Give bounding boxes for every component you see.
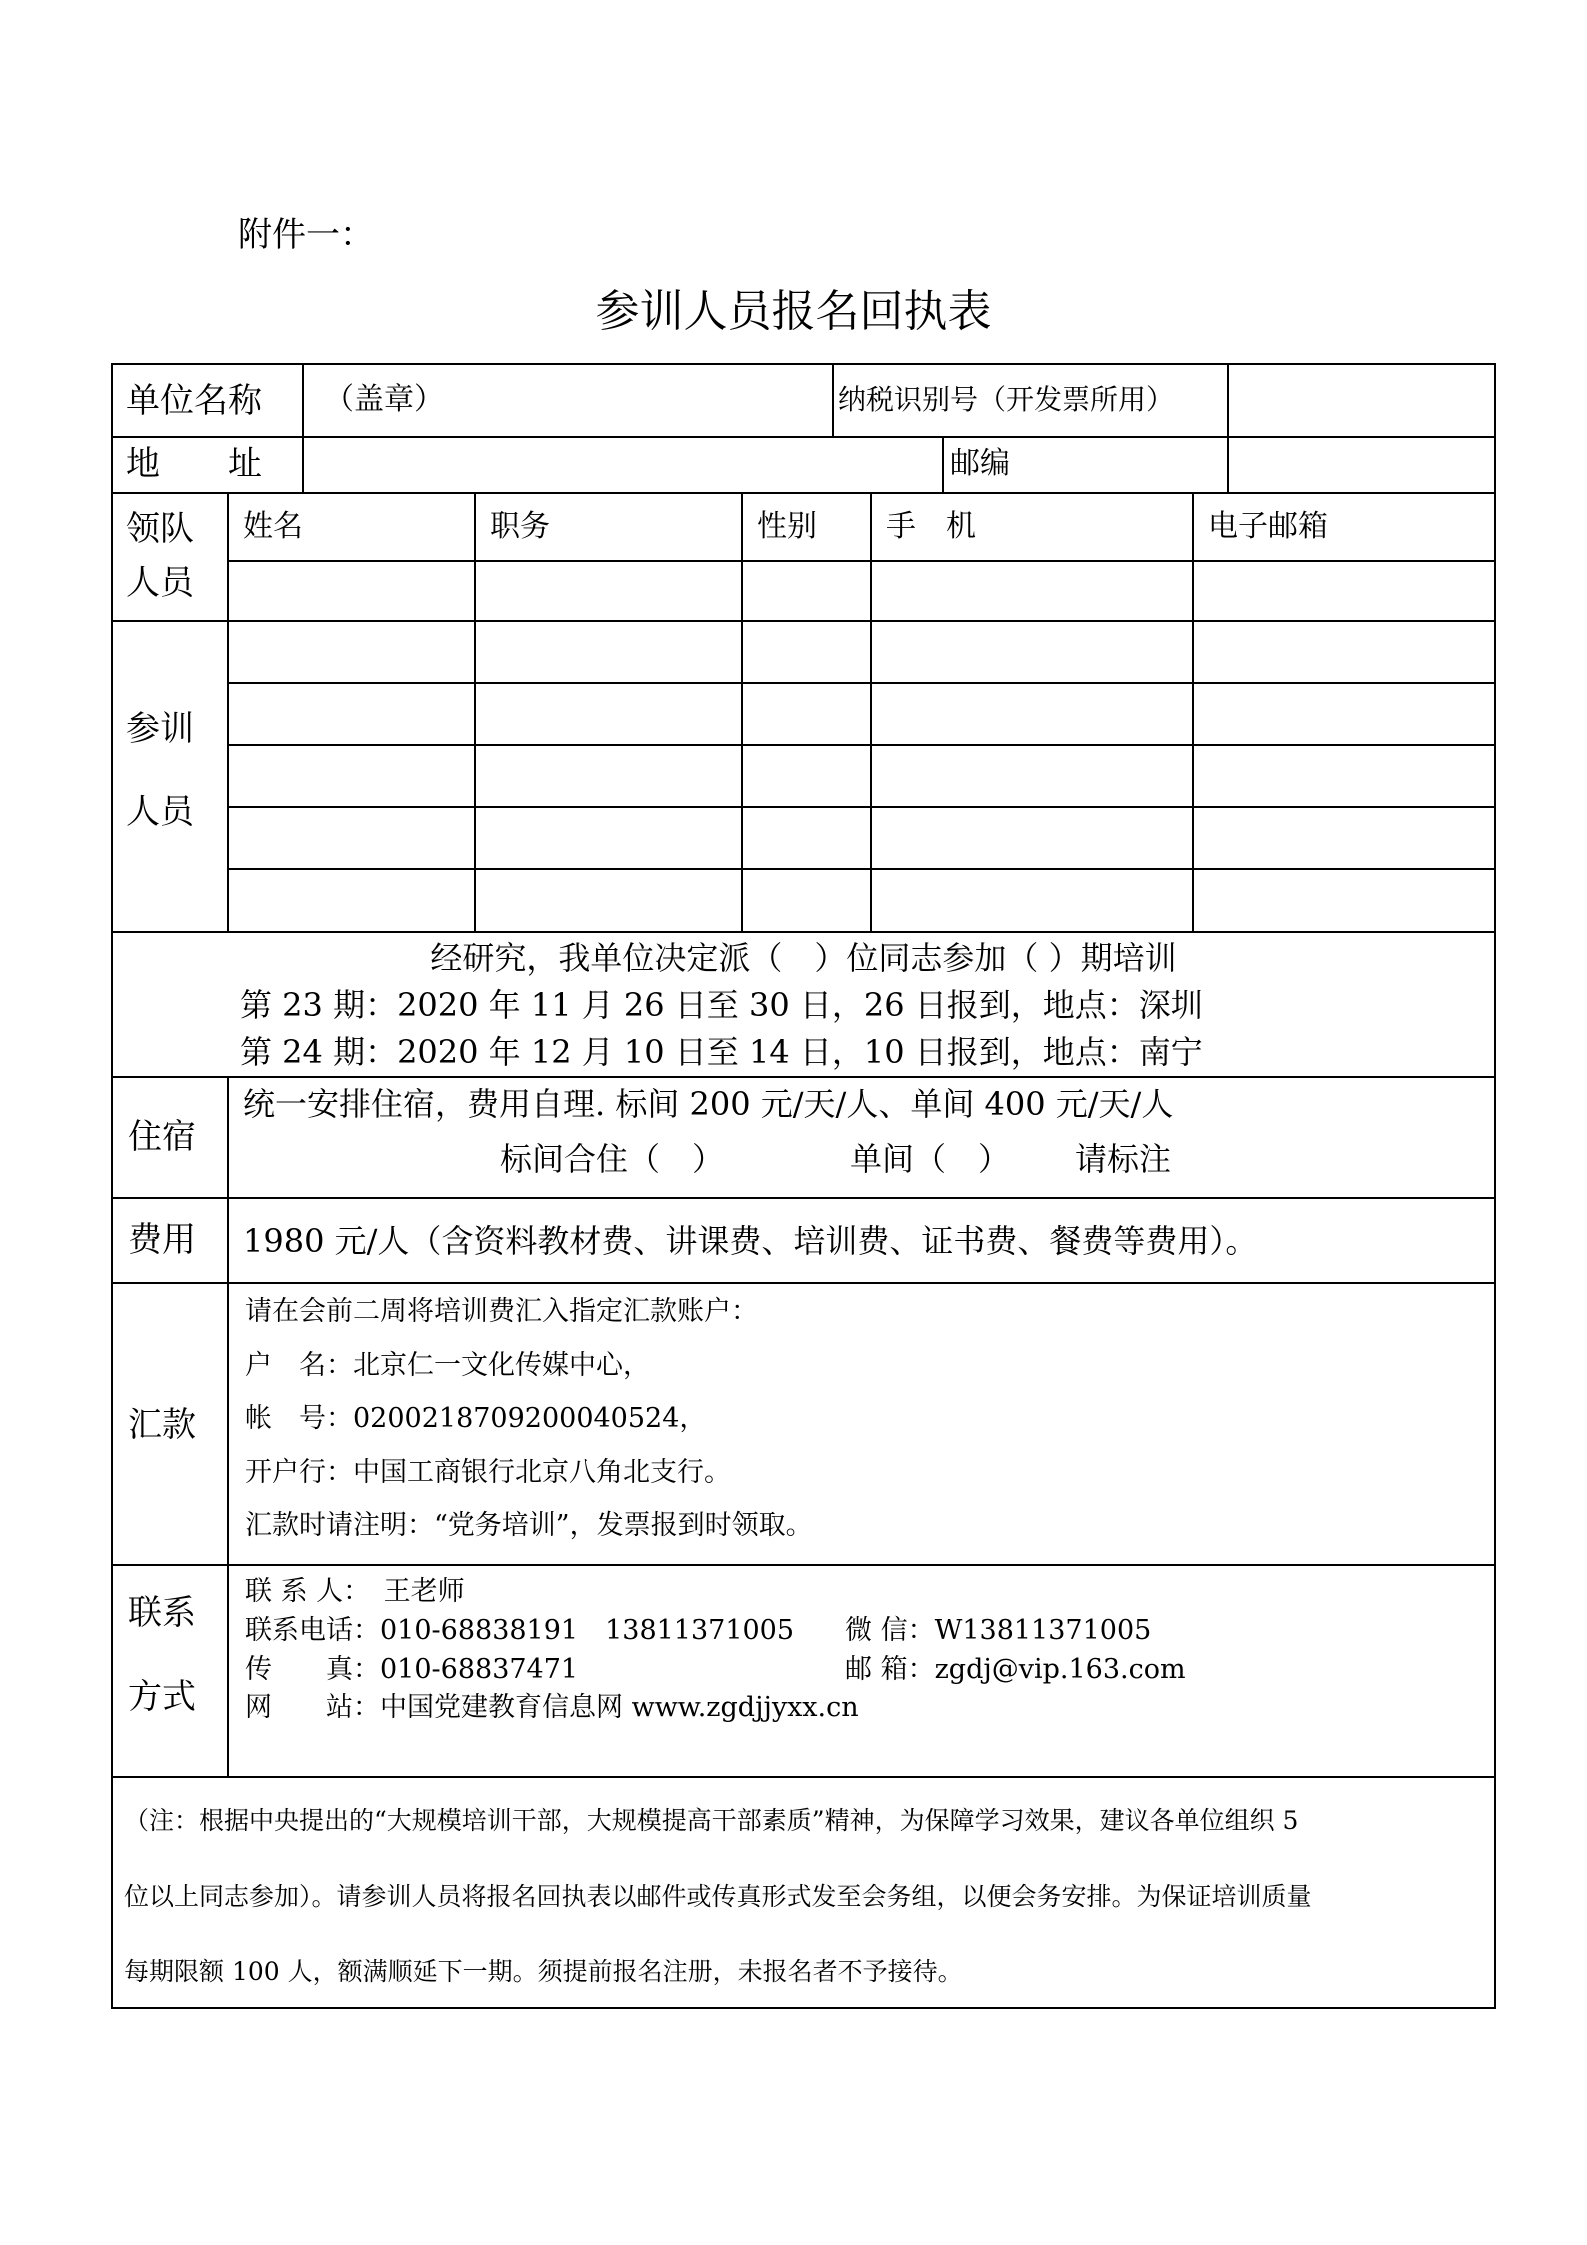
participant-name-field[interactable] [229,684,474,744]
leader-name-field[interactable] [229,562,474,620]
participant-email-field[interactable] [1194,870,1494,930]
session-line-23: 第 23 期：2020 年 11 月 26 日至 30 日，26 日报到，地点：深圳 [240,986,1203,1024]
contact-fax: 传 真：010-68837471 [245,1654,579,1685]
fee-label: 费用 [128,1220,196,1260]
fee-text: 1980 元/人（含资料教材费、讲课费、培训费、证书费、餐费等费用）。 [243,1222,1258,1260]
contact-email-link[interactable]: 邮 箱：zgdj@vip.163.com [845,1654,1186,1685]
participant-gender-field[interactable] [743,808,870,868]
participant-mobile-field[interactable] [872,870,1192,930]
leader-mobile-field[interactable] [872,562,1192,620]
unit-name-label: 单位名称 [126,381,262,421]
participant-gender-field[interactable] [743,622,870,682]
contact-label-line2: 方式 [128,1677,196,1717]
leader-email-field[interactable] [1194,562,1494,620]
leader-position-field[interactable] [476,562,741,620]
single-room-option[interactable]: 单间（ ） [850,1140,1011,1178]
leader-label-line2: 人员 [126,563,194,603]
session-line-24: 第 24 期：2020 年 12 月 10 日至 14 日，10 日报到，地点：南宁 [240,1033,1203,1071]
contact-phone: 联系电话：010-68838191 13811371005 [245,1615,795,1646]
contact-person: 联 系 人： 王老师 [245,1576,465,1607]
row-divider [111,1564,1496,1566]
participant-name-field[interactable] [229,808,474,868]
col-header-name: 姓名 [243,509,303,544]
tax-id-field[interactable] [1229,365,1494,436]
account-name: 户 名：北京仁一文化传媒中心， [245,1350,650,1381]
remittance-label: 汇款 [128,1405,196,1445]
col-divider [227,1077,229,1777]
participant-name-field[interactable] [229,870,474,930]
accommodation-instruction: 请标注 [1075,1140,1172,1178]
participant-mobile-field[interactable] [872,622,1192,682]
note-line-3: 每期限额 100 人，额满顺延下一期。须提前报名注册，未报名者不予接待。 [124,1957,963,1986]
col-divider [942,437,944,493]
row-divider [111,1076,1496,1078]
col-header-mobile: 手 机 [886,509,976,544]
participant-position-field[interactable] [476,746,741,806]
participant-position-field[interactable] [476,808,741,868]
contact-website-link[interactable]: 网 站：中国党建教育信息网 www.zgdjjyxx.cn [245,1692,859,1723]
address-field[interactable] [304,438,942,492]
participant-mobile-field[interactable] [872,684,1192,744]
participant-name-field[interactable] [229,622,474,682]
session-heading: 经研究，我单位决定派（ ）位同志参加（ ）期培训 [430,939,1177,977]
participants-label-line2: 人员 [126,792,194,832]
participant-position-field[interactable] [476,622,741,682]
postcode-field[interactable] [1229,438,1494,492]
participant-email-field[interactable] [1194,808,1494,868]
accommodation-label: 住宿 [128,1117,196,1157]
attachment-label: 附件一： [238,215,374,255]
leader-label-line1: 领队 [126,509,194,549]
col-header-email: 电子邮箱 [1208,509,1328,544]
participant-email-field[interactable] [1194,684,1494,744]
participant-gender-field[interactable] [743,684,870,744]
participant-mobile-field[interactable] [872,746,1192,806]
page-title: 参训人员报名回执表 [595,286,992,337]
unit-name-stamp-hint: （盖章） [324,382,444,417]
tax-id-label: 纳税识别号（开发票所用） [838,383,1175,416]
account-number: 帐 号：0200218709200040524， [245,1403,707,1434]
participant-position-field[interactable] [476,870,741,930]
participant-email-field[interactable] [1194,746,1494,806]
col-header-gender: 性别 [757,509,817,544]
participant-gender-field[interactable] [743,870,870,930]
row-divider [111,931,1496,933]
bank-name: 开户行：中国工商银行北京八角北支行。 [245,1457,731,1488]
participant-gender-field[interactable] [743,746,870,806]
unit-name-field[interactable] [304,365,832,436]
postcode-label: 邮编 [950,446,1010,481]
row-divider [111,1776,1496,1778]
participant-email-field[interactable] [1194,622,1494,682]
remittance-note: 汇款时请注明：“党务培训”，发票报到时领取。 [245,1510,813,1541]
note-line-2: 位以上同志参加）。请参训人员将报名回执表以邮件或传真形式发至会务组，以便会务安排。为保证培训质量 [124,1882,1312,1911]
contact-label-line1: 联系 [128,1593,196,1633]
participant-mobile-field[interactable] [872,808,1192,868]
leader-gender-field[interactable] [743,562,870,620]
note-line-1: （注：根据中央提出的“大规模培训干部，大规模提高干部素质”精神，为保障学习效果，建议各单位组织 5 [124,1806,1299,1835]
col-divider [832,363,834,437]
contact-wechat: 微 信：W13811371005 [845,1615,1152,1646]
participants-label-line1: 参训 [126,709,194,749]
col-header-position: 职务 [490,509,550,544]
row-divider [111,492,1496,494]
row-divider [111,1197,1496,1199]
row-divider [111,1282,1496,1284]
participant-position-field[interactable] [476,684,741,744]
remittance-instruction: 请在会前二周将培训费汇入指定汇款账户： [245,1296,758,1327]
participant-name-field[interactable] [229,746,474,806]
twin-room-option[interactable]: 标间合住（ ） [500,1140,725,1178]
accommodation-text: 统一安排住宿，费用自理. 标间 200 元/天/人、单间 400 元/天/人 [243,1085,1174,1123]
address-label: 地 址 [126,444,262,484]
